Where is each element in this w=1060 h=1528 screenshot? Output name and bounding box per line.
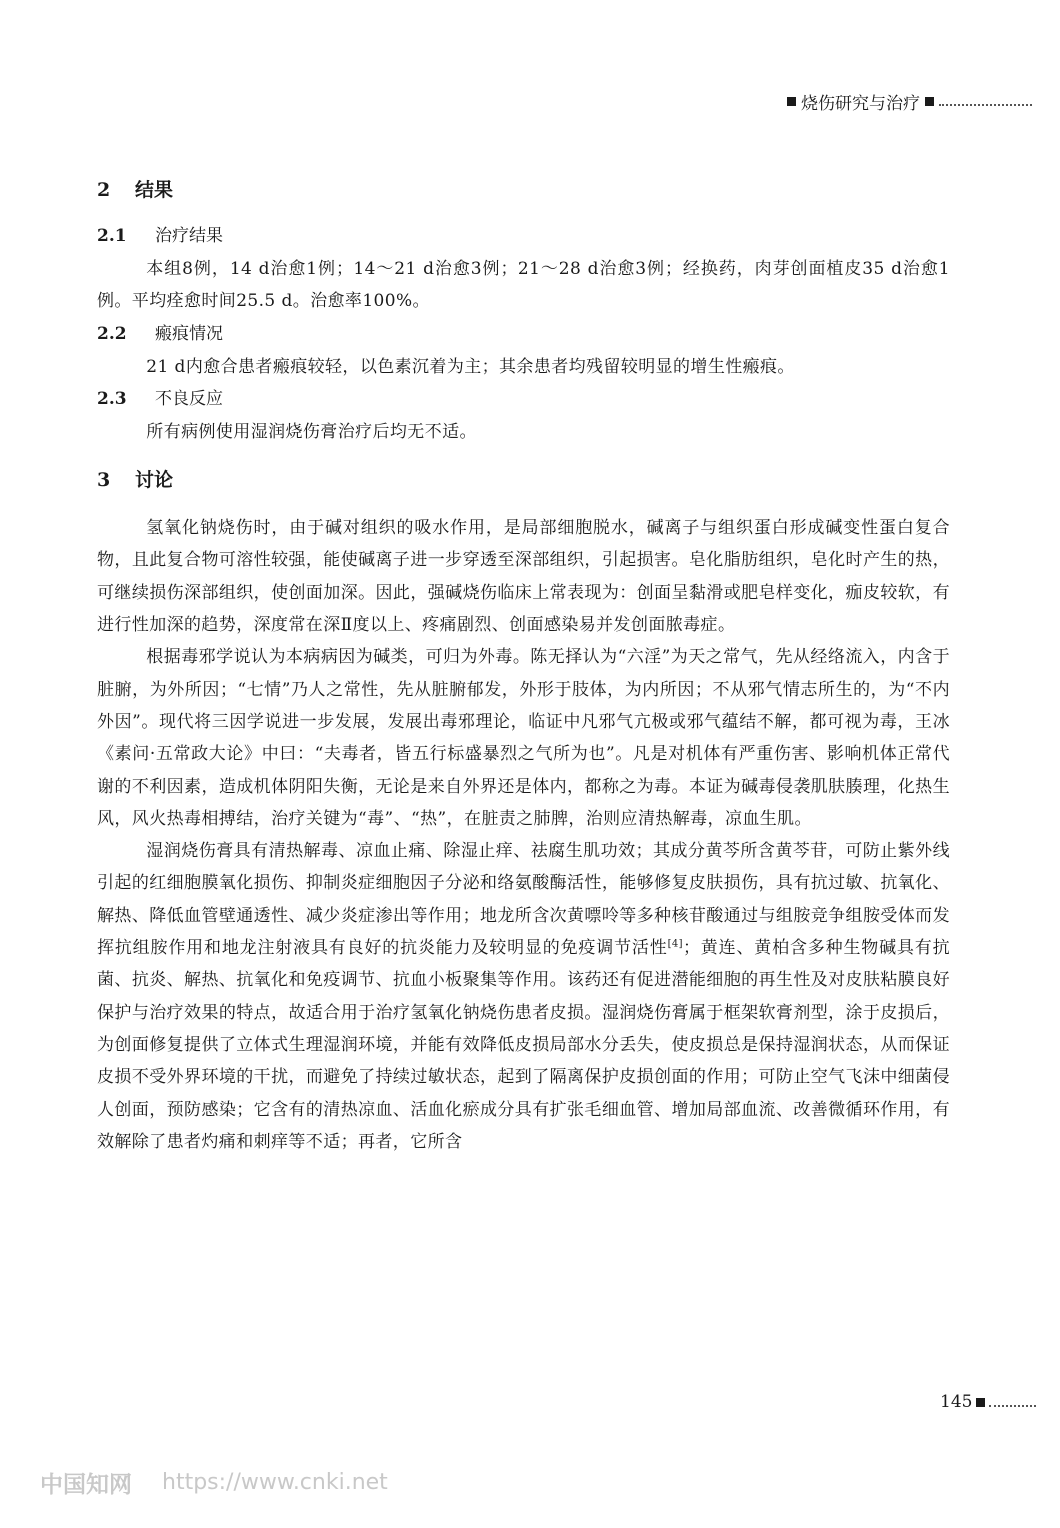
- paragraph-treatment-results: 本组8例，14 d治愈1例；14～21 d治愈3例；21～28 d治愈3例；经换药，肉芽创面植皮35 d治愈1例。平均痊愈时间25.5 d。治愈率100%。: [97, 259, 950, 312]
- section-heading-results: [97, 172, 950, 208]
- paragraph-text: 湿润烧伤膏具有清热解毒、凉血止痛、除湿止痒、祛腐生肌功效；其成分黄芩所含黄芩苷，可防止紫外线引起的红细胞膜氧化损伤、抑制炎症细胞因子分泌和络氨酸酶活性，能够修复皮肤损伤，具有抗过敏、抗氧化、解热、降低血管壁通透性、减少炎症渗出等作用；地龙所含次黄嘌呤等多种核苷酸通过与组胺竞争组胺受体而发挥抗组胺作用和地龙注射液具有良好的抗炎能力及较明显的免疫调节活性: [97, 841, 950, 959]
- square-bullet-icon: [976, 1398, 985, 1407]
- dotted-leader: [939, 104, 1032, 106]
- subsection-heading-scar: [97, 318, 950, 351]
- section-number: 2: [97, 179, 111, 201]
- reference-citation: [4]: [667, 938, 683, 950]
- subsection-number: 2.2: [97, 323, 127, 344]
- square-bullet-icon: [925, 97, 934, 106]
- page-number: 145: [940, 1392, 973, 1412]
- section-title: 结果: [135, 179, 174, 201]
- subsection-heading-treatment-results: [97, 220, 950, 253]
- paragraph-discussion-3: [97, 835, 950, 1158]
- subsection-number: 2.1: [97, 226, 127, 246]
- subsection-title: 治疗结果: [155, 226, 223, 246]
- paragraph-text: ；黄连、黄柏含多种生物碱具有抗菌、抗炎、解热、抗氧化和免疫调节、抗血小板聚集等作用。该药还有促进潜能细胞的再生性及对皮肤粘膜良好保护与治疗效果的特点，故适合用于治疗氢氧化钠烧伤患者皮损。湿润烧伤膏属于框架软膏剂型，涂于皮损后，为创面修复提供了立体式生理湿润环境，并能有效降低皮损局部水分丢失，使皮损总是保持湿润状态，从而保证皮损不受外界环境的干扰，而避免了持续过敏状态，起到了隔离保护皮损创面的作用；可防止空气飞沫中细菌侵人创面，预防感染；它含有的清热凉血、活血化瘀成分具有扩张毛细血管、增加局部血流、改善微循环作用，有效解除了患者灼痛和刺痒等不适；再者，它所含: [97, 938, 950, 1152]
- running-header: [782, 88, 1032, 114]
- page-footer: [940, 1392, 1036, 1412]
- subsection-title: 瘢痕情况: [155, 323, 223, 344]
- cnki-logo: 中国知网: [40, 1472, 132, 1498]
- section-number: 3: [97, 469, 111, 492]
- cnki-watermark: [40, 1466, 388, 1499]
- paragraph-discussion-2: 根据毒邪学说认为本病病因为碱类，可归为外毒。陈无择认为“六淫”为天之常气，先从经络流入，内含于脏腑，为外所因；“七情”乃人之常性，先从脏腑郁发，外形于肢体，为内所因；不从邪气情志所生的，为“不内外因”。现代将三因学说进一步发展，发展出毒邪理论，临证中凡邪气亢极或邪气蕴结不解，都可视为毒，王冰《素问·五常政大论》中曰：“夫毒者，皆五行标盛暴烈之气所为也”。凡是对机体有严重伤害、影响机体正常代谢的不利因素，造成机体阴阳失衡，无论是来自外界还是体内，都称之为毒。本证为碱毒侵袭肌肤腠理，化热生风，风火热毒相搏结，治疗关键为“毒”、“热”，在脏责之肺脾，治则应清热解毒，凉血生肌。: [97, 647, 950, 829]
- subsection-title: 不良反应: [155, 388, 223, 409]
- paragraph-scar: 21 d内愈合患者瘢痕较轻，以色素沉着为主；其余患者均残留较明显的增生性瘢痕。: [146, 356, 795, 377]
- dotted-leader: [989, 1405, 1036, 1407]
- paragraph-discussion-1: 氢氧化钠烧伤时，由于碱对组织的吸水作用，是局部细胞脱水，碱离子与组织蛋白形成碱变性蛋白复合物，且此复合物可溶性较强，能使碱离子进一步穿透至深部组织，引起损害。皂化脂肪组织，皂化时产生的热，可继续损伤深部组织，使创面加深。因此，强碱烧伤临床上常表现为：创面呈黏滑或肥皂样变化，痂皮较软，有进行性加深的趋势，深度常在深Ⅱ度以上、疼痛剧烈、创面感染易并发创面脓毒症。: [97, 518, 950, 636]
- subsection-number: 2.3: [97, 388, 127, 409]
- square-bullet-icon: [787, 97, 796, 106]
- section-title: 讨论: [135, 469, 174, 492]
- section-heading-discussion: [97, 462, 950, 498]
- paragraph-adverse-reactions: 所有病例使用湿润烧伤膏治疗后均无不适。: [146, 421, 477, 442]
- cnki-url: https://www.cnki.net: [162, 1470, 388, 1495]
- journal-section-title: 烧伤研究与治疗: [801, 93, 920, 114]
- article-body: [97, 172, 950, 1158]
- subsection-heading-adverse-reactions: [97, 383, 950, 416]
